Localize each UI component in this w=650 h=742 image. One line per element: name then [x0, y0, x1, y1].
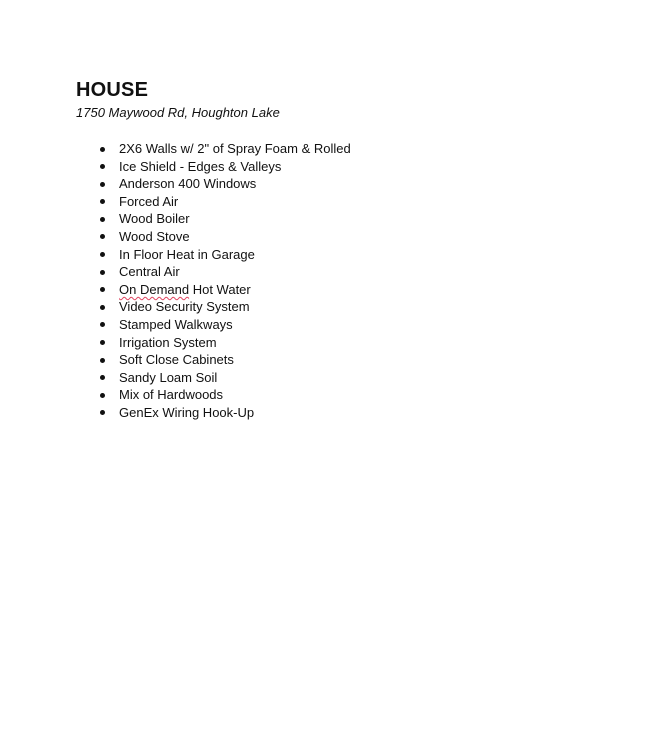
bullet-icon	[100, 287, 105, 292]
list-item-text	[119, 282, 251, 297]
bullet-icon	[100, 234, 105, 239]
list-item	[76, 281, 351, 299]
list-item	[76, 404, 351, 422]
list-item-text: Sandy Loam Soil	[119, 369, 218, 385]
bullet-icon	[100, 410, 105, 415]
bullet-icon	[100, 147, 105, 152]
list-item-text: Video Security System	[119, 299, 250, 315]
list-item-text: Ice Shield - Edges & Valleys	[119, 158, 282, 174]
list-item-text: Anderson 400 Windows	[119, 176, 257, 192]
list-item	[76, 334, 351, 352]
list-item-text: Irrigation System	[119, 334, 217, 350]
bullet-icon	[100, 340, 105, 345]
property-address: 1750 Maywood Rd, Houghton Lake	[76, 105, 280, 120]
bullet-icon	[100, 270, 105, 275]
list-item-text: Mix of Hardwoods	[119, 387, 224, 403]
list-item-text: Soft Close Cabinets	[119, 352, 234, 368]
bullet-icon	[100, 305, 105, 310]
list-item	[76, 263, 351, 281]
bullet-icon	[100, 322, 105, 327]
list-item	[76, 140, 351, 158]
bullet-icon	[100, 182, 105, 187]
page-title: HOUSE	[76, 79, 149, 101]
bullet-icon	[100, 358, 105, 363]
list-item	[76, 210, 351, 228]
list-item-text: In Floor Heat in Garage	[119, 246, 255, 262]
list-item-text: Wood Stove	[119, 228, 190, 244]
list-item-text: Wood Boiler	[119, 211, 190, 227]
spellcheck-flagged-text[interactable]: On Demand	[119, 281, 190, 297]
bullet-icon	[100, 217, 105, 222]
list-item	[76, 246, 351, 264]
list-item-text-rest: Hot Water	[189, 281, 251, 297]
list-item	[76, 351, 351, 369]
list-item-text: Central Air	[119, 264, 180, 280]
bullet-icon	[100, 393, 105, 398]
list-item	[76, 228, 351, 246]
bullet-icon	[100, 252, 105, 257]
list-item	[76, 316, 351, 334]
list-item	[76, 386, 351, 404]
bullet-icon	[100, 164, 105, 169]
feature-list	[76, 140, 351, 422]
list-item-text: Forced Air	[119, 193, 179, 209]
list-item	[76, 193, 351, 211]
list-item-text: GenEx Wiring Hook-Up	[119, 404, 255, 420]
bullet-icon	[100, 199, 105, 204]
bullet-icon	[100, 375, 105, 380]
list-item-text: 2X6 Walls w/ 2" of Spray Foam & Rolled	[119, 141, 351, 156]
list-item	[76, 369, 351, 387]
list-item	[76, 298, 351, 316]
list-item	[76, 175, 351, 193]
list-item-text: Stamped Walkways	[119, 316, 233, 332]
list-item	[76, 158, 351, 176]
